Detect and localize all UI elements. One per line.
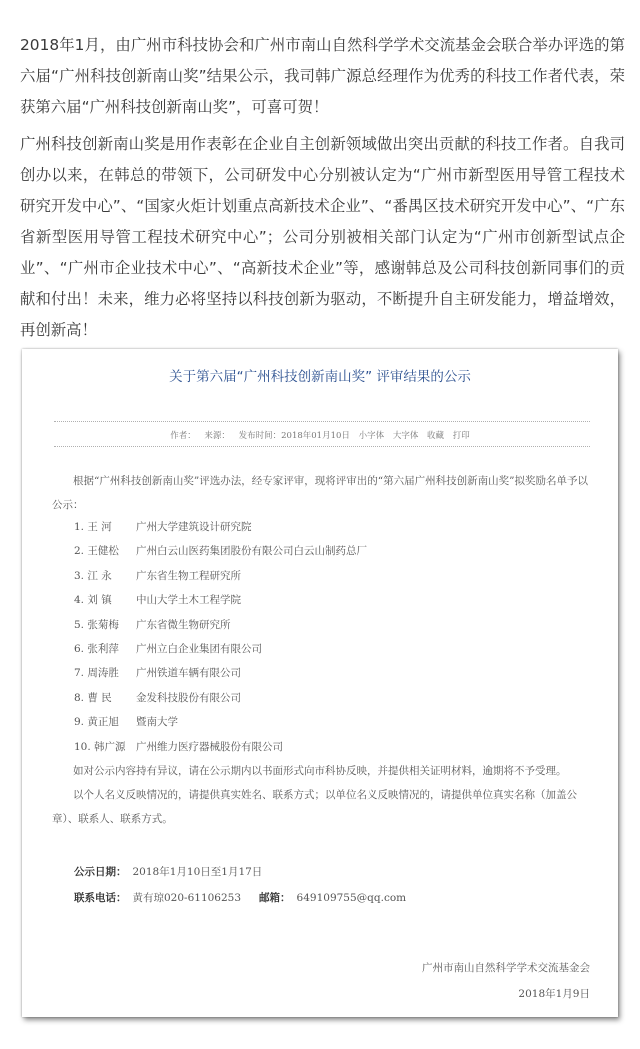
winner-org: 广州立白企业集团有限公司	[136, 642, 262, 655]
winner-org: 广州白云山医药集团股份有限公司白云山制药总厂	[136, 545, 367, 558]
article-intro	[20, 30, 625, 352]
winner-name: 5. 张菊梅	[74, 618, 119, 631]
winner-list	[74, 515, 594, 759]
list-item	[74, 735, 594, 759]
phone-value: 黄有琼020-61106253	[132, 892, 242, 904]
list-item	[74, 564, 594, 588]
list-item	[74, 588, 594, 612]
list-item	[74, 710, 594, 734]
winner-org: 中山大学土木工程学院	[136, 594, 241, 607]
font-large-link[interactable]: 大字体	[392, 431, 419, 441]
winner-name: 3. 江 永	[74, 569, 112, 582]
period-label: 公示日期：	[74, 866, 127, 878]
notice-meta	[22, 429, 618, 441]
winner-name: 8. 曹 民	[74, 691, 112, 704]
font-small-link[interactable]: 小字体	[358, 431, 385, 441]
winner-name: 10. 韩广源	[74, 740, 126, 753]
winner-org: 金发科技股份有限公司	[136, 691, 241, 704]
objection-paragraph: 如对公示内容持有异议，请在公示期内以书面形式向市科协反映，并提供相关证明材料，逾期将不予受理。	[73, 765, 567, 777]
winner-name: 9. 黄正旭	[74, 716, 119, 729]
period-row	[74, 859, 406, 885]
contact-row	[74, 885, 406, 911]
contact-info	[74, 859, 406, 911]
winner-org: 广州大学建筑设计研究院	[136, 521, 252, 533]
phone-label: 联系电话：	[74, 892, 127, 904]
notice-intro-paragraph: 根据“广州科技创新南山奖”评选办法，经专家评审，现将评审出的“第六届广州科技创新南山奖”拟奖励名单予以公示：	[52, 475, 588, 511]
meta-author: 作者：	[170, 431, 196, 441]
list-item	[74, 613, 594, 637]
notice-intro	[52, 469, 597, 517]
winner-org: 广州维力医疗器械股份有限公司	[136, 740, 283, 753]
print-link[interactable]: 打印	[452, 431, 470, 441]
winner-org: 广东省生物工程研究所	[136, 569, 241, 582]
signature-block	[422, 955, 590, 1007]
winner-name: 1. 王 河	[74, 521, 112, 533]
meta-source: 来源：	[204, 431, 230, 441]
list-item	[74, 515, 594, 539]
notice-screenshot	[22, 349, 618, 1017]
notice-title: 关于第六届“广州科技创新南山奖” 评审结果的公示	[169, 369, 471, 385]
signer-name: 广州市南山自然科学学术交流基金会	[422, 962, 590, 974]
meta-published: 发布时间：2018年01月10日	[238, 431, 350, 441]
list-item	[74, 686, 594, 710]
email-value: 649109755@qq.com	[296, 892, 407, 904]
list-item	[74, 637, 594, 661]
winner-org: 暨南大学	[136, 716, 178, 729]
divider-top	[54, 421, 590, 422]
list-item	[74, 539, 594, 563]
winner-name: 4. 刘 镇	[74, 594, 112, 607]
winner-name: 7. 周涛胜	[74, 667, 119, 680]
intro-paragraph-1: 2018年1月，由广州市科技协会和广州市南山自然科学学术交流基金会联合举办评选的第六届“广州科技创新南山奖”结果公示，我司韩广源总经理作为优秀的科技工作者代表，荣获第六届“广州科技创新南山奖”，可喜可贺！	[20, 36, 625, 116]
winner-org: 广州铁道车辆有限公司	[136, 667, 241, 680]
notice-instructions	[52, 759, 597, 831]
winner-name: 6. 张利萍	[74, 642, 119, 655]
period-value: 2018年1月10日至1月17日	[132, 866, 263, 878]
winner-org: 广东省微生物研究所	[136, 618, 231, 631]
email-label: 邮箱：	[259, 892, 291, 904]
list-item	[74, 661, 594, 685]
intro-paragraph-2: 广州科技创新南山奖是用作表彰在企业自主创新领域做出突出贡献的科技工作者。自我司创办以来，在韩总的带领下，公司研发中心分别被认定为“广州市新型医用导管工程技术研究开发中心”、“国家火炬计划重点高新技术企业”、“番禺区技术研究开发中心”、“广东省新型医用导管工程技术研究中心”；公司分别被相关部门认定为“广州市创新型试点企业”、“广州市企业技术中心”、“高新技术企业”等，感谢韩总及公司科技创新同事们的贡献和付出！未来，维力必将坚持以科技创新为驱动，不断提升自主研发能力，增益增效，再创新高！	[20, 135, 625, 339]
winner-name: 2. 王健松	[74, 545, 119, 558]
favorite-link[interactable]: 收藏	[427, 431, 445, 441]
sign-date: 2018年1月9日	[518, 988, 590, 1000]
divider-bottom	[54, 446, 590, 447]
identity-paragraph: 以个人名义反映情况的，请提供真实姓名、联系方式；以单位名义反映情况的，请提供单位真实名称（加盖公章）、联系人、联系方式。	[52, 789, 577, 825]
